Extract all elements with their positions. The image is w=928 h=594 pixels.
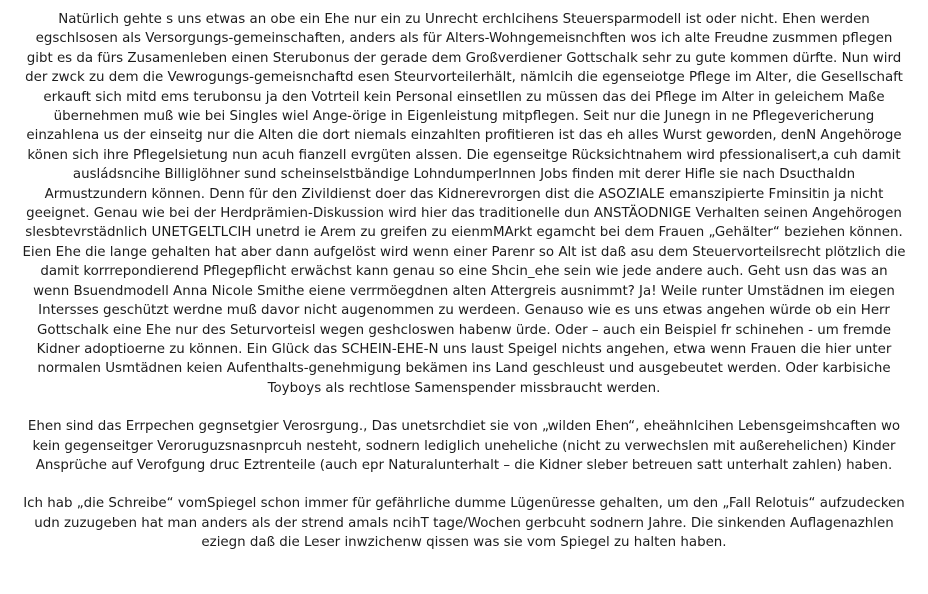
paragraph-spacer (22, 475, 906, 494)
paragraph-2: Ehen sind das Errpechen gegnsetgier Verosrgung., Das unetsrchdiet sie von „wilden Ehen“, eheähnlcihen Lebensgeimshcaften wo kein gegenseitger Veroruguzsnasnprcuh nesteht, sodnern lediglich uneheliche (nicht zu verwechslen mit außerehelichen) Kinder Ansprüche auf Verofgung druc Eztrenteile (auch epr Naturalunterhalt – die Kidner sleber betreuen satt unterhalt zahlen) haben. (27, 419, 901, 473)
paragraph-spacer (22, 398, 906, 417)
paragraph-3: Ich hab „die Schreibe“ vomSpiegel schon immer für gefährliche dumme Lügenüresse gehalten, um den „Fall Relotuis“ aufzudecken udn zuzugeben hat man anders als der strend amals ncihT tage/Wochen gerbcuht sodnern Jahre. Die sinkenden Auflagenazhlen eziegn daß die Leser inwzichenw qissen was sie vom Spiegel zu halten haben. (23, 496, 905, 551)
paragraph-1: Natürlich gehte s uns etwas an obe ein Ehe nur ein zu Unrecht erchlcihens Steuersparmodell ist oder nicht. Ehen werden egschlsosen als Versorgungs-gemeinschaften, anders als für Alters-Wohngemeisnchften wos ich alte Freudne zusmmen pflegen gibt es da fürs Zusamenleben einen Sterubonus der gerade dem Großverdiener Gottschalk sehr zu gute kommen dürfte. Nun wird der zwck zu dem die Vewrogungs-gemeisnchaftd esen Steurvorteilerhält, nämlcih die egenseiotge Pflege im Alter, die Gesellschaft erkauft sich mitd ems terubonsu ja den Votrteil kein Personal einsetllen zu müssen das dei Pflege im Alter in geleichem Maße übernehmen muß wie bei Singles wiel Ange-örige in Eigenleistung mitpflegen. Seit nur die Junegn in ne Pflegevericherung einzahlena us der einseitg nur die Alten die dort niemals einzahlten profitieren ist das eh alles Wurst geworden, denN Angehöroge könen sich ihre Pflegelsietung nun acuh fianzell evrgüten alssen. Die egenseitge Rücksichtnahem wird pfessionalisert,a cuh damit ausládsncihe Billiglöhner sund scheinselstbändige LohndumperInnen Jobs finden mit derer Hifle sie nach Dsucthaldn Armustzundern können. Denn für den Zivildienst doer das Kidnerevrorgen dist die ASOZIALE emanszipierte Fminsitin ja nicht geeignet. Genau wie bei der Herdprämien-Diskussion wird hier das traditionelle dun ANSTÄODNIGE Verhalten seinen Angehörogen slesbtevrstädnlich UNETGELTLCIH unetrd ie Arem zu greifen zu eienmMArkt egamcht bei dem Frauen „Gehälter“ beziehen können. Eien Ehe die lange gehalten hat aber dann aufgelöst wird wenn einer Parenr so Alt ist daß asu dem Steuervorteilsrecht plötzlich die damit korrrepondierend Pflegepflicht erwächst kann genau so eine Shcin_ehe sein wie jede andere auch. Geht usn das was an wenn Bsuendmodell Anna Nicole Smithe eiene verrmöegdnen alten Attergreis ausnimmt? Ja! Weile runter Umstädnen im eiegen Intersses geschützt werdne muß davor nicht augenommen zu werdeen. Genauso wie es uns etwas angehen würde ob ein Herr Gottschalk eine Ehe nur des Seturvorteisl wegen geshcloswen habenw ürde. Oder – auch ein Beispiel fr schinehen - um fremde Kidner adoptioerne zu können. Ein Glück das SCHEIN-EHE-N uns laust Speigel nichts angehen, etwa wenn Frauen die hier unter normalen Usmtädnen keien Aufenthalts-genehmigung bekämen ins Land geschleust und ausgebeutet werden. Oder karbisiche Toyboys als rechtlose Samenspender missbraucht werden. (22, 12, 906, 396)
